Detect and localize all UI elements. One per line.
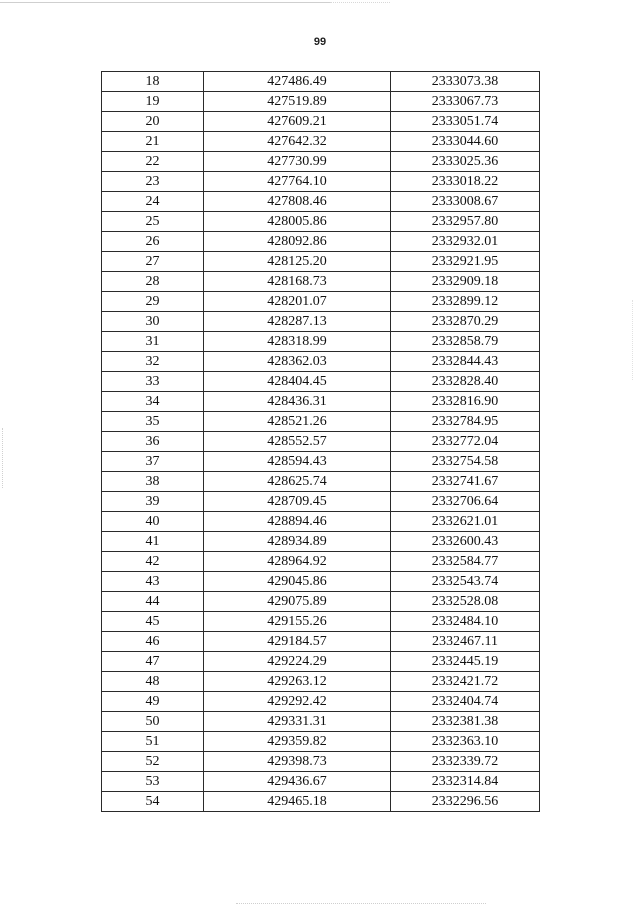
right-scan-edge <box>632 300 633 380</box>
point-number-cell: 24 <box>102 192 204 212</box>
y-coordinate-cell: 2332621.01 <box>391 512 540 532</box>
point-number-cell: 44 <box>102 592 204 612</box>
y-coordinate-cell: 2332467.11 <box>391 632 540 652</box>
point-number-cell: 41 <box>102 532 204 552</box>
table-row <box>102 692 540 712</box>
y-coordinate-cell: 2332828.40 <box>391 372 540 392</box>
table-row <box>102 552 540 572</box>
y-coordinate-cell: 2332584.77 <box>391 552 540 572</box>
point-number-cell: 40 <box>102 512 204 532</box>
table-row <box>102 792 540 812</box>
point-number-cell: 46 <box>102 632 204 652</box>
x-coordinate-cell: 427486.49 <box>204 72 391 92</box>
point-number-cell: 28 <box>102 272 204 292</box>
y-coordinate-cell: 2332858.79 <box>391 332 540 352</box>
x-coordinate-cell: 428594.43 <box>204 452 391 472</box>
x-coordinate-cell: 429224.29 <box>204 652 391 672</box>
y-coordinate-cell: 2332528.08 <box>391 592 540 612</box>
x-coordinate-cell: 428005.86 <box>204 212 391 232</box>
x-coordinate-cell: 427730.99 <box>204 152 391 172</box>
point-number-cell: 35 <box>102 412 204 432</box>
point-number-cell: 29 <box>102 292 204 312</box>
x-coordinate-cell: 428404.45 <box>204 372 391 392</box>
point-number-cell: 19 <box>102 92 204 112</box>
table-row <box>102 112 540 132</box>
table-row <box>102 172 540 192</box>
x-coordinate-cell: 428625.74 <box>204 472 391 492</box>
y-coordinate-cell: 2332381.38 <box>391 712 540 732</box>
table-row <box>102 252 540 272</box>
point-number-cell: 47 <box>102 652 204 672</box>
table-row <box>102 672 540 692</box>
top-scan-rule <box>0 2 330 3</box>
point-number-cell: 37 <box>102 452 204 472</box>
y-coordinate-cell: 2332445.19 <box>391 652 540 672</box>
point-number-cell: 43 <box>102 572 204 592</box>
table-row <box>102 392 540 412</box>
x-coordinate-cell: 428894.46 <box>204 512 391 532</box>
y-coordinate-cell: 2332772.04 <box>391 432 540 452</box>
table-row <box>102 312 540 332</box>
x-coordinate-cell: 429398.73 <box>204 752 391 772</box>
x-coordinate-cell: 427808.46 <box>204 192 391 212</box>
y-coordinate-cell: 2332339.72 <box>391 752 540 772</box>
x-coordinate-cell: 429359.82 <box>204 732 391 752</box>
x-coordinate-cell: 428201.07 <box>204 292 391 312</box>
point-number-cell: 18 <box>102 72 204 92</box>
table-row <box>102 632 540 652</box>
y-coordinate-cell: 2332754.58 <box>391 452 540 472</box>
x-coordinate-cell: 429292.42 <box>204 692 391 712</box>
bottom-scan-rule <box>236 903 486 904</box>
y-coordinate-cell: 2332957.80 <box>391 212 540 232</box>
point-number-cell: 25 <box>102 212 204 232</box>
point-number-cell: 54 <box>102 792 204 812</box>
x-coordinate-cell: 427764.10 <box>204 172 391 192</box>
point-number-cell: 38 <box>102 472 204 492</box>
x-coordinate-cell: 427609.21 <box>204 112 391 132</box>
table-row <box>102 412 540 432</box>
point-number-cell: 22 <box>102 152 204 172</box>
table-row <box>102 592 540 612</box>
point-number-cell: 20 <box>102 112 204 132</box>
table-row <box>102 272 540 292</box>
point-number-cell: 50 <box>102 712 204 732</box>
table-row <box>102 512 540 532</box>
x-coordinate-cell: 429436.67 <box>204 772 391 792</box>
point-number-cell: 49 <box>102 692 204 712</box>
y-coordinate-cell: 2332363.10 <box>391 732 540 752</box>
point-number-cell: 23 <box>102 172 204 192</box>
point-number-cell: 32 <box>102 352 204 372</box>
point-number-cell: 31 <box>102 332 204 352</box>
y-coordinate-cell: 2332421.72 <box>391 672 540 692</box>
x-coordinate-cell: 428318.99 <box>204 332 391 352</box>
y-coordinate-cell: 2333073.38 <box>391 72 540 92</box>
point-number-cell: 21 <box>102 132 204 152</box>
table-row <box>102 352 540 372</box>
table-row <box>102 232 540 252</box>
y-coordinate-cell: 2332816.90 <box>391 392 540 412</box>
x-coordinate-cell: 429155.26 <box>204 612 391 632</box>
point-number-cell: 33 <box>102 372 204 392</box>
x-coordinate-cell: 428934.89 <box>204 532 391 552</box>
y-coordinate-cell: 2333044.60 <box>391 132 540 152</box>
x-coordinate-cell: 428964.92 <box>204 552 391 572</box>
table-row <box>102 372 540 392</box>
y-coordinate-cell: 2333051.74 <box>391 112 540 132</box>
table-row <box>102 532 540 552</box>
table-row <box>102 192 540 212</box>
x-coordinate-cell: 428709.45 <box>204 492 391 512</box>
table-row <box>102 452 540 472</box>
point-number-cell: 34 <box>102 392 204 412</box>
table-row <box>102 572 540 592</box>
table-row <box>102 612 540 632</box>
table-row <box>102 72 540 92</box>
y-coordinate-cell: 2333008.67 <box>391 192 540 212</box>
y-coordinate-cell: 2332296.56 <box>391 792 540 812</box>
top-scan-rule-dotted <box>330 2 390 3</box>
y-coordinate-cell: 2332932.01 <box>391 232 540 252</box>
table-row <box>102 492 540 512</box>
table-row <box>102 652 540 672</box>
table-row <box>102 732 540 752</box>
point-number-cell: 39 <box>102 492 204 512</box>
point-number-cell: 45 <box>102 612 204 632</box>
x-coordinate-cell: 428168.73 <box>204 272 391 292</box>
y-coordinate-cell: 2332784.95 <box>391 412 540 432</box>
point-number-cell: 48 <box>102 672 204 692</box>
x-coordinate-cell: 428521.26 <box>204 412 391 432</box>
y-coordinate-cell: 2332921.95 <box>391 252 540 272</box>
y-coordinate-cell: 2332909.18 <box>391 272 540 292</box>
table-row <box>102 712 540 732</box>
table-row <box>102 472 540 492</box>
y-coordinate-cell: 2333025.36 <box>391 152 540 172</box>
x-coordinate-cell: 428287.13 <box>204 312 391 332</box>
y-coordinate-cell: 2332706.64 <box>391 492 540 512</box>
page-number: 99 <box>313 36 327 48</box>
left-scan-edge <box>2 428 3 488</box>
coordinates-table <box>101 71 540 812</box>
y-coordinate-cell: 2332741.67 <box>391 472 540 492</box>
x-coordinate-cell: 428125.20 <box>204 252 391 272</box>
table-row <box>102 772 540 792</box>
coordinates-table-body <box>102 72 540 812</box>
table-row <box>102 292 540 312</box>
y-coordinate-cell: 2332404.74 <box>391 692 540 712</box>
table-row <box>102 752 540 772</box>
x-coordinate-cell: 428092.86 <box>204 232 391 252</box>
y-coordinate-cell: 2332314.84 <box>391 772 540 792</box>
y-coordinate-cell: 2332484.10 <box>391 612 540 632</box>
x-coordinate-cell: 428552.57 <box>204 432 391 452</box>
x-coordinate-cell: 428436.31 <box>204 392 391 412</box>
x-coordinate-cell: 427642.32 <box>204 132 391 152</box>
table-row <box>102 152 540 172</box>
point-number-cell: 42 <box>102 552 204 572</box>
x-coordinate-cell: 429465.18 <box>204 792 391 812</box>
point-number-cell: 26 <box>102 232 204 252</box>
y-coordinate-cell: 2332600.43 <box>391 532 540 552</box>
point-number-cell: 53 <box>102 772 204 792</box>
x-coordinate-cell: 429184.57 <box>204 632 391 652</box>
y-coordinate-cell: 2332870.29 <box>391 312 540 332</box>
table-row <box>102 132 540 152</box>
table-row <box>102 212 540 232</box>
point-number-cell: 36 <box>102 432 204 452</box>
y-coordinate-cell: 2332844.43 <box>391 352 540 372</box>
y-coordinate-cell: 2332899.12 <box>391 292 540 312</box>
point-number-cell: 52 <box>102 752 204 772</box>
table-row <box>102 432 540 452</box>
point-number-cell: 30 <box>102 312 204 332</box>
y-coordinate-cell: 2332543.74 <box>391 572 540 592</box>
table-row <box>102 92 540 112</box>
y-coordinate-cell: 2333018.22 <box>391 172 540 192</box>
x-coordinate-cell: 429331.31 <box>204 712 391 732</box>
point-number-cell: 51 <box>102 732 204 752</box>
table-row <box>102 332 540 352</box>
x-coordinate-cell: 427519.89 <box>204 92 391 112</box>
x-coordinate-cell: 428362.03 <box>204 352 391 372</box>
point-number-cell: 27 <box>102 252 204 272</box>
x-coordinate-cell: 429045.86 <box>204 572 391 592</box>
y-coordinate-cell: 2333067.73 <box>391 92 540 112</box>
x-coordinate-cell: 429263.12 <box>204 672 391 692</box>
x-coordinate-cell: 429075.89 <box>204 592 391 612</box>
